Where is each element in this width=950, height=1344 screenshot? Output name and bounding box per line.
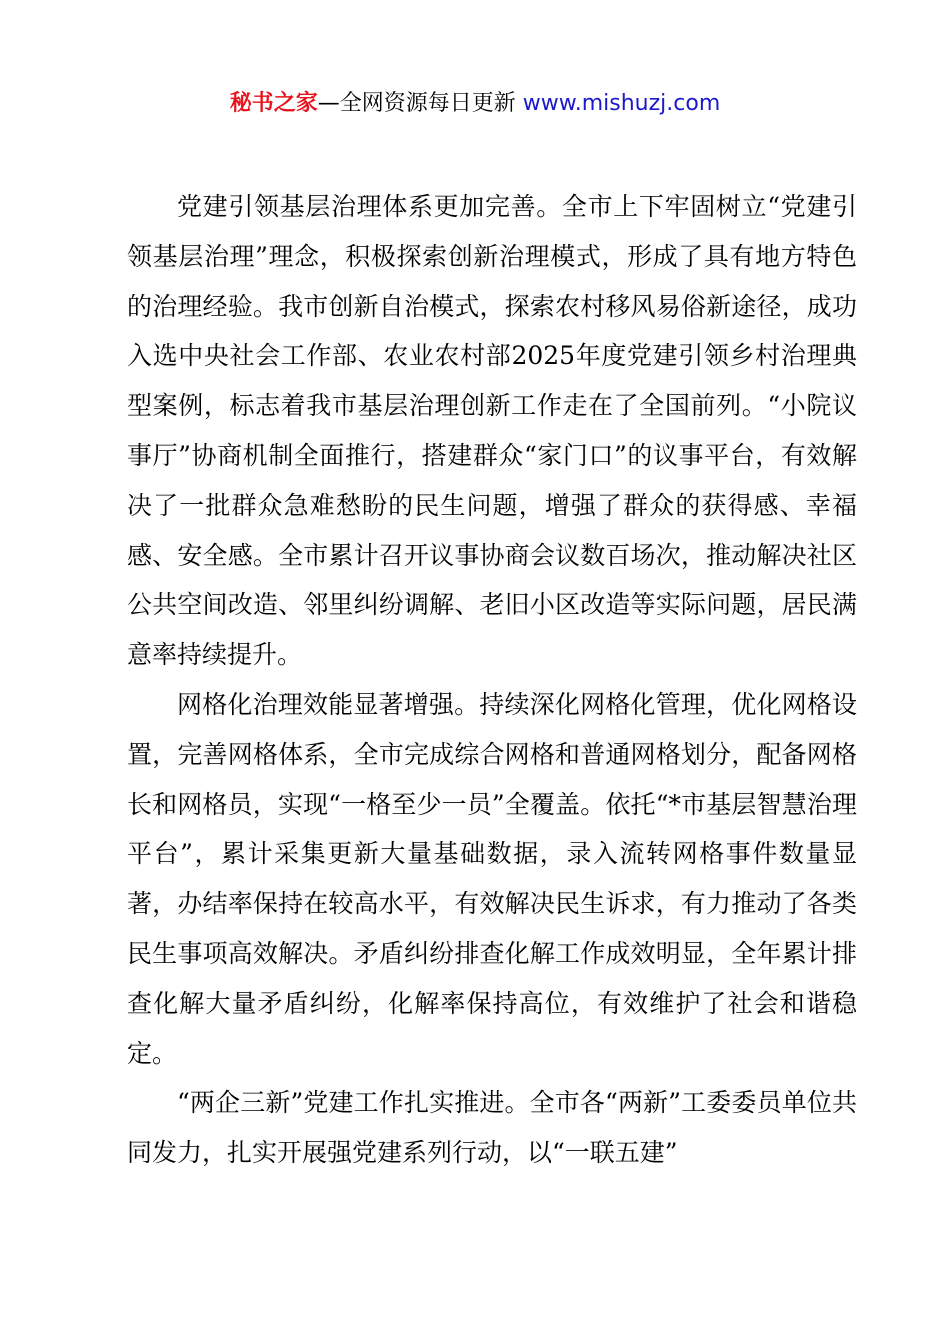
paragraph-grid-governance: 网格化治理效能显著增强。持续深化网格化管理，优化网格设置，完善网格体系，全市完成综合网格和普通网格划分，配备网格长和网格员，实现“一格至少一员”全覆盖。依托“*市基层智慧治理平台”，累计采集更新大量基础数据，录入流转网格事件数量显著，办结率保持在较高水平，有效解决民生诉求，有力推动了各类民生事项高效解决。矛盾纠纷排查化解工作成效明显，全年累计排查化解大量矛盾纠纷，化解率保持高位，有效维护了社会和谐稳定。: [127, 689, 857, 1068]
brand-name: 秘书之家: [229, 91, 318, 116]
page-header: [0, 86, 950, 122]
paragraph-party-building: 党建引领基层治理体系更加完善。全市上下牢固树立“党建引领基层治理”理念，积极探索创新治理模式，形成了具有地方特色的治理经验。我市创新自治模式，探索农村移风易俗新途径，成功入选中央社会工作部、农业农村部2025年度党建引领乡村治理典型案例，标志着我市基层治理创新工作走在了全国前列。“小院议事厅”协商机制全面推行，搭建群众“家门口”的议事平台，有效解决了一批群众急难愁盼的民生问题，增强了群众的获得感、幸福感、安全感。全市累计召开议事协商会议数百场次，推动解决社区公共空间改造、邻里纠纷调解、老旧小区改造等实际问题，居民满意率持续提升。: [127, 192, 857, 670]
site-url-link[interactable]: www.mishuzj.com: [522, 91, 721, 116]
document-body: [127, 182, 857, 1178]
header-slogan: —全网资源每日更新: [317, 91, 523, 116]
paragraph-two-enterprises: “两企三新”党建工作扎实推进。全市各“两新”工委委员单位共同发力，扎实开展强党建系列行动，以“一联五建”: [127, 1088, 857, 1168]
